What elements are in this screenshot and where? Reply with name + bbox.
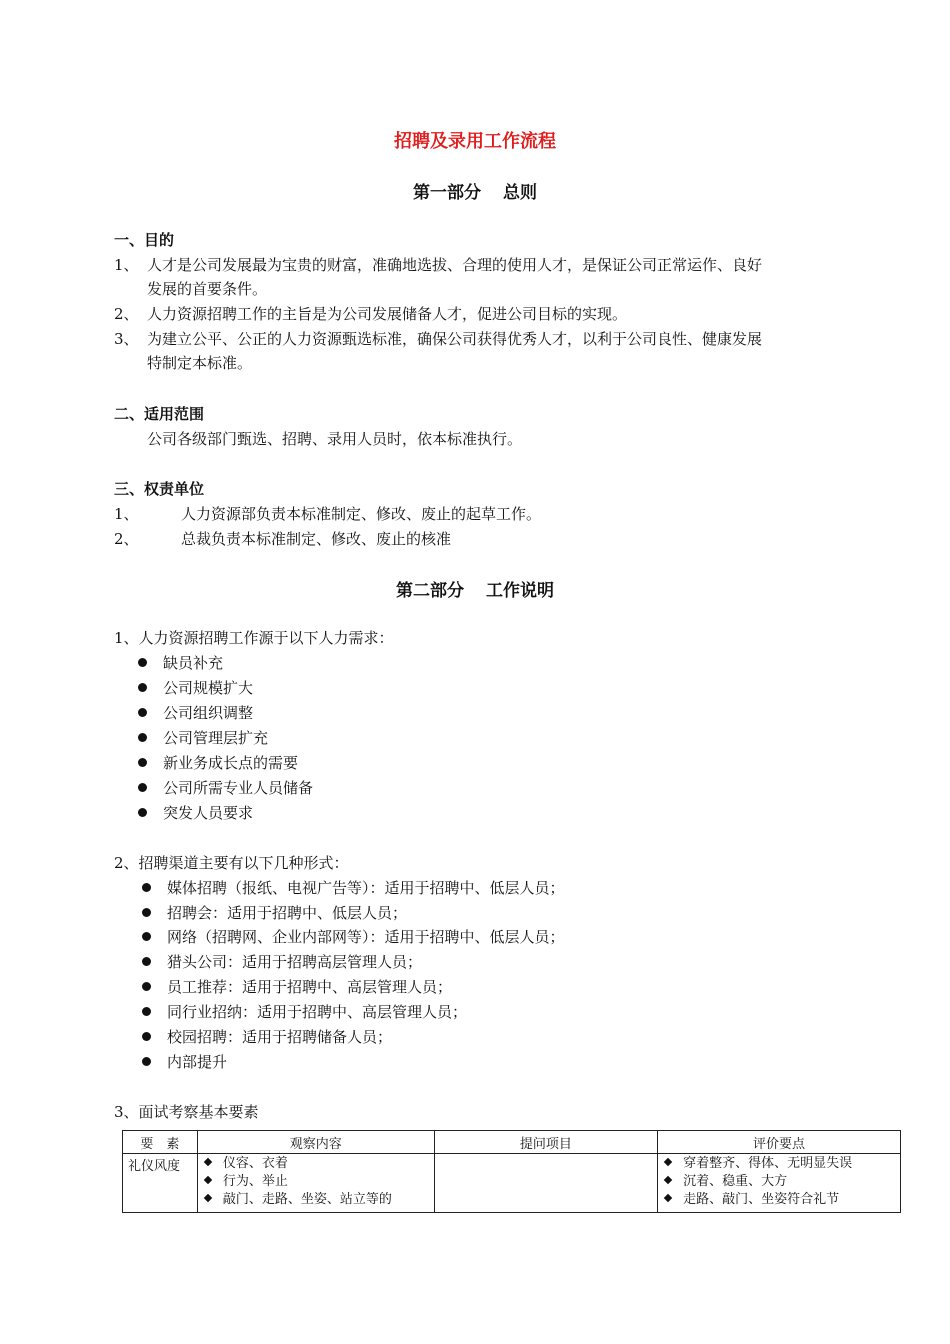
diamond-bullet-icon [204, 1176, 212, 1184]
demand-item: 公司组织调整 [138, 702, 253, 723]
purpose-item-2-line1: 人力资源招聘工作的主旨是为公司发展储备人才，促进公司目标的实现。 [147, 305, 628, 323]
bullet-dot-icon [142, 908, 151, 917]
observe-item: 敲门、走路、坐姿、站立等的 [203, 1191, 429, 1209]
demand-item: 新业务成长点的需要 [138, 752, 298, 773]
bullet-dot-icon [142, 957, 151, 966]
demand-item: 公司管理层扩充 [138, 727, 268, 748]
channel-item: 校园招聘：适用于招聘储备人员； [142, 1026, 392, 1047]
channel-item: 招聘会：适用于招聘中、低层人员； [142, 902, 407, 923]
demand-item: 缺员补充 [138, 652, 223, 673]
observe-item: 仪容、衣着 [203, 1155, 429, 1173]
cell-questions [434, 1154, 657, 1213]
bullet-dot-icon [138, 733, 147, 742]
document-title: 招聘及录用工作流程 [394, 131, 556, 152]
purpose-item-1-line2: 发展的首要条件。 [147, 280, 268, 298]
bullet-dot-icon [138, 708, 147, 717]
part2-heading [0, 576, 950, 601]
table-header-row [123, 1131, 901, 1154]
demand-item: 公司所需专业人员储备 [138, 777, 313, 798]
cell-element: 礼仪风度 [123, 1154, 198, 1213]
channel-item: 网络（招聘网、企业内部网等）：适用于招聘中、低层人员； [142, 926, 565, 947]
observe-item: 行为、举止 [203, 1173, 429, 1191]
bullet-dot-icon [138, 758, 147, 767]
channel-item: 同行业招纳：适用于招聘中、高层管理人员； [142, 1001, 467, 1022]
interview-elements-table [122, 1130, 901, 1213]
section-purpose-heading: 一、目的 [114, 231, 175, 249]
bullet-dot-icon [138, 658, 147, 667]
diamond-bullet-icon [664, 1194, 672, 1202]
bullet-dot-icon [138, 808, 147, 817]
channel-item: 媒体招聘（报纸、电视广告等）：适用于招聘中、低层人员； [142, 877, 565, 898]
part2-label: 第二部分 [396, 581, 464, 601]
part1-label: 第一部分 [413, 183, 481, 203]
bullet-dot-icon [142, 1007, 151, 1016]
cell-evaluate [658, 1154, 901, 1213]
diamond-bullet-icon [204, 1158, 212, 1166]
demand-item: 公司规模扩大 [138, 677, 253, 698]
part2-name: 工作说明 [486, 581, 554, 601]
channel-item: 员工推荐：适用于招聘中、高层管理人员； [142, 976, 452, 997]
table-row [123, 1154, 901, 1213]
scope-text: 公司各级部门甄选、招聘、录用人员时，依本标准执行。 [147, 430, 523, 448]
bullet-dot-icon [138, 783, 147, 792]
purpose-item-3-line2: 特制定本标准。 [147, 354, 253, 372]
purpose-item-2-num: 2、 [114, 305, 139, 323]
section-scope-heading: 二、适用范围 [114, 405, 205, 423]
channel-item: 猎头公司：适用于招聘高层管理人员； [142, 951, 422, 972]
evaluate-item: 沉着、稳重、大方 [663, 1173, 895, 1191]
evaluate-item: 走路、敲门、坐姿符合礼节 [663, 1191, 895, 1209]
bullet-dot-icon [142, 982, 151, 991]
diamond-bullet-icon [664, 1176, 672, 1184]
part1-name: 总则 [503, 183, 537, 203]
purpose-item-1-num: 1、 [114, 256, 139, 274]
column-header-evaluate: 评价要点 [658, 1131, 901, 1154]
evaluate-item: 穿着整齐、得体、无明显失误 [663, 1155, 895, 1173]
part1-heading [0, 178, 950, 203]
demand-item: 突发人员要求 [138, 802, 253, 823]
bullet-dot-icon [142, 1057, 151, 1066]
cell-observe [197, 1154, 434, 1213]
section-responsibility-heading: 三、权责单位 [114, 480, 205, 498]
column-header-element: 要 素 [123, 1131, 198, 1154]
responsibility-item-1-text: 人力资源部负责本标准制定、修改、废止的起草工作。 [181, 505, 542, 523]
bullet-dot-icon [142, 932, 151, 941]
responsibility-item-1-num: 1、 [114, 505, 139, 523]
column-header-observe: 观察内容 [197, 1131, 434, 1154]
purpose-item-1-line1: 人才是公司发展最为宝贵的财富，准确地选拔、合理的使用人才，是保证公司正常运作、良好 [147, 256, 763, 274]
interview-heading: 3、面试考察基本要素 [114, 1103, 259, 1121]
bullet-dot-icon [138, 683, 147, 692]
purpose-item-3-line1: 为建立公平、公正的人力资源甄选标准，确保公司获得优秀人才，以利于公司良性、健康发展 [147, 330, 763, 348]
demand-heading: 1、人力资源招聘工作源于以下人力需求： [114, 629, 394, 647]
diamond-bullet-icon [664, 1158, 672, 1166]
responsibility-item-2-num: 2、 [114, 530, 139, 548]
channels-heading: 2、招聘渠道主要有以下几种形式： [114, 854, 349, 872]
diamond-bullet-icon [204, 1194, 212, 1202]
purpose-item-3-num: 3、 [114, 330, 139, 348]
bullet-dot-icon [142, 883, 151, 892]
channel-item: 内部提升 [142, 1051, 227, 1072]
responsibility-item-2-text: 总裁负责本标准制定、修改、废止的核准 [181, 530, 452, 548]
bullet-dot-icon [142, 1032, 151, 1041]
column-header-questions: 提问项目 [434, 1131, 657, 1154]
